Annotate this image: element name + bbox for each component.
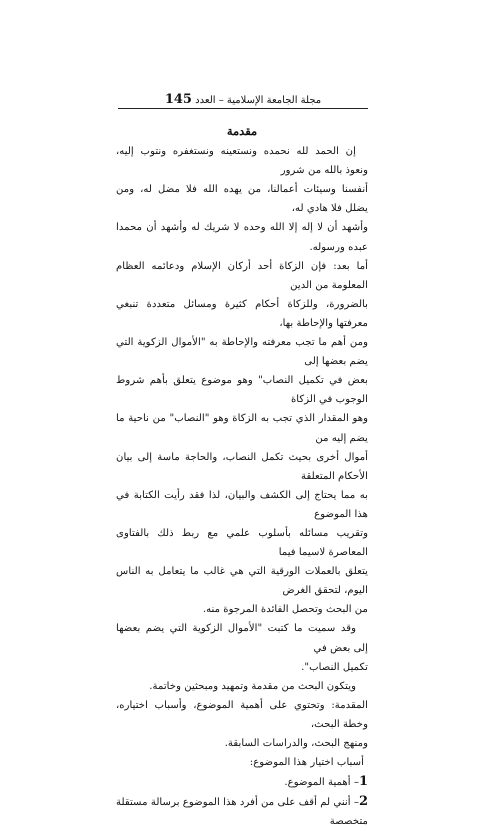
paragraph-line: إن الحمد لله نحمده ونستعينه ونستغفره ونتوب إليه، ونعوذ بالله من شرور	[116, 146, 368, 177]
paragraph-line: أما بعد: فإن الزكاة أحد أركان الإسلام ودعائمه العظام المعلومة من الدين	[116, 260, 368, 291]
paragraph-line: يتعلق بالعملات الورقية التي هي غالب ما يتعامل به الناس اليوم، لتحقق الغرض	[116, 566, 368, 597]
list-item	[116, 772, 368, 792]
section-title: مقدمة	[226, 124, 258, 138]
paragraph-line: أنفسنا وسيئات أعمالنا، من يهده الله فلا مضل له، ومن يضلل فلا هادي له،	[116, 184, 368, 215]
issue-number: 145	[164, 92, 192, 107]
subheading: أسباب اختيار هذا الموضوع:	[249, 757, 364, 769]
list-text: – أنني لم أقف على من أفرد هذا الموضوع برسالة مستقلة متخصصة	[116, 797, 368, 828]
paragraph-line: بعض في تكميل النصاب" وهو موضوع يتعلق بأهم شروط الوجوب في الزكاة	[116, 375, 368, 406]
paragraph-line: ومنهج البحث، والدراسات السابقة.	[224, 738, 368, 749]
paragraph-line: المقدمة: وتحتوي على أهمية الموضوع، وأسباب اختياره، وخطة البحث،	[116, 699, 368, 730]
list-number: 1	[358, 774, 368, 790]
paragraph-line: به مما يحتاج إلى الكشف والبيان، لذا فقد رأيت الكتابة في هذا الموضوع	[116, 489, 368, 520]
list-number: 2	[358, 794, 368, 810]
journal-name: مجلة الجامعة الإسلامية – العدد	[195, 95, 322, 106]
paragraph-line: وتقريب مسائله بأسلوب علمي مع ربط ذلك بالفتاوى المعاصرة لاسيما فيما	[116, 527, 368, 559]
paragraph-line: ويتكون البحث من مقدمة وتمهيد ومبحثين وخاتمة.	[149, 680, 356, 692]
paragraph-line: وقد سميت ما كتبت "الأموال الزكوية التي يضم بعضها إلى بعض في	[116, 623, 368, 654]
list-text: – أهمية الموضوع.	[284, 777, 359, 789]
paragraph-line: بالضرورة، وللزكاة أحكام كثيرة ومسائل متعددة تنبغي معرفتها والإحاطة بها،	[116, 298, 368, 329]
header-rule	[118, 108, 368, 109]
paragraph-line: ومن أهم ما تجب معرفته والإحاطة به "الأموال الزكوية التي يضم بعضها إلى	[116, 337, 368, 368]
running-header	[118, 92, 368, 107]
paragraph-line: أموال أخرى بحيث تكمل النصاب، والحاجة ماسة إلى بيان الأحكام المتعلقة	[116, 451, 368, 482]
document-body	[116, 122, 368, 831]
paragraph-line: وهو المقدار الذي تجب به الزكاة وهو "النصاب" من ناحية ما يضم إليه من	[116, 413, 368, 444]
paragraph-line: من البحث وتحصل الفائدة المرجوة منه.	[202, 604, 368, 616]
paragraph-line: وأشهد أن لا إله إلا الله وحده لا شريك له وأشهد أن محمدا عبده ورسوله.	[116, 222, 368, 253]
list-item	[116, 792, 368, 831]
paragraph-line: تكميل النصاب".	[301, 661, 368, 673]
